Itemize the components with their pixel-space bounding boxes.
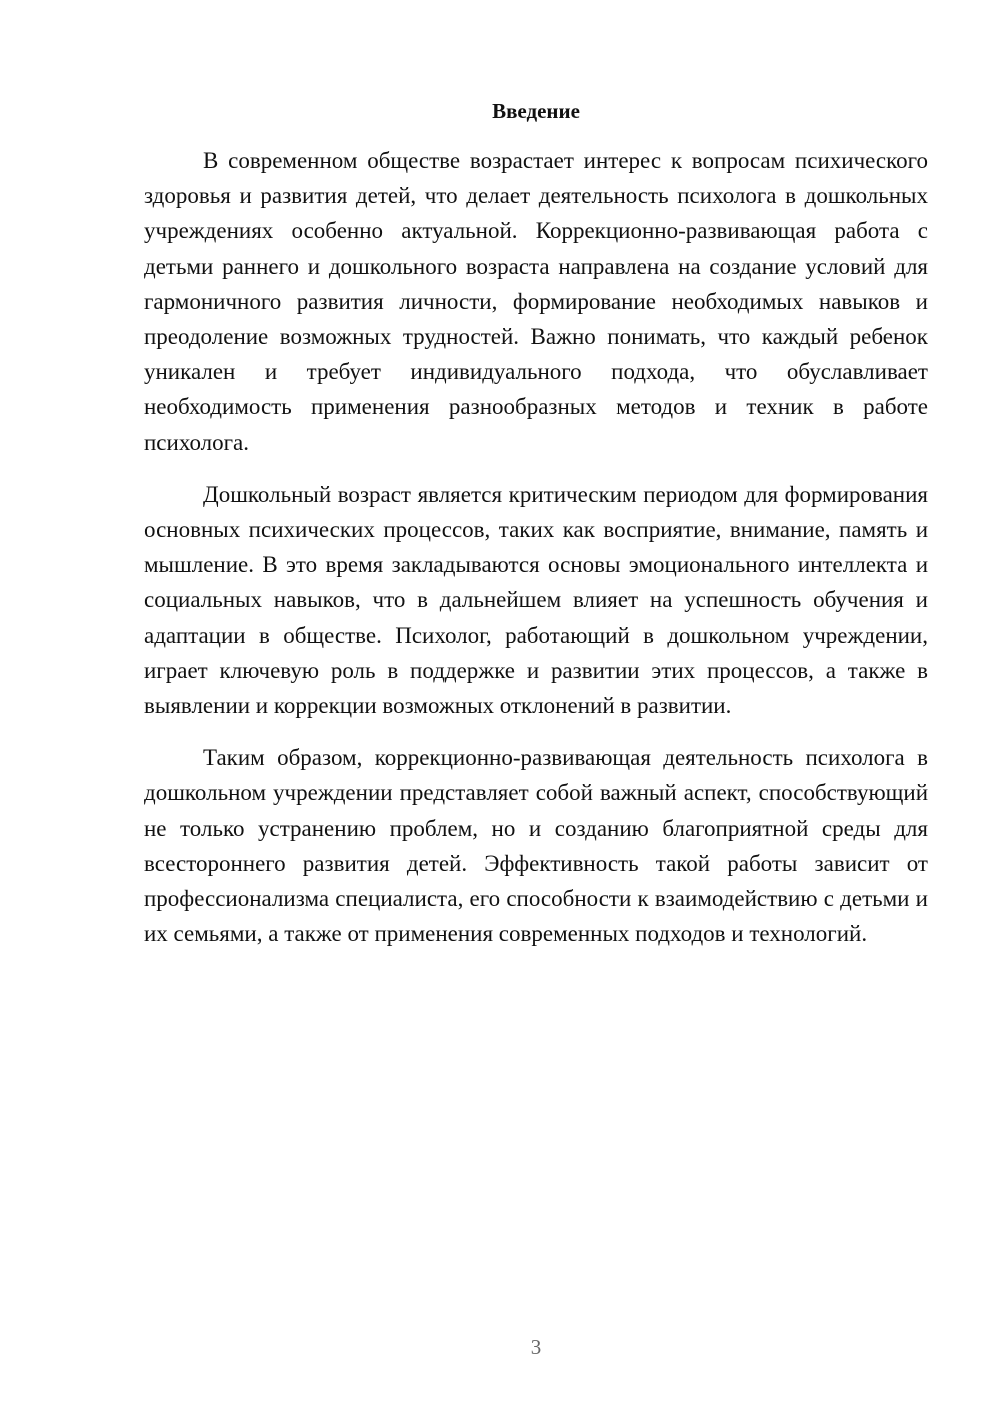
paragraph-3: Таким образом, коррекционно-развивающая деятельность психолога в дошкольном учреждении представляет собой важный аспект, способствующий не только устранению проблем, но и созданию благоприятной среды для всестороннего развития детей. Эффективность такой работы зависит от профессионализма специалиста, его способности к взаимодействию с детьми и их семьями, а также от применения современных подходов и технологий. [144,745,928,947]
document-body [144,143,928,951]
page-heading: Введение [492,99,580,123]
page-number: 3 [530,1335,542,1359]
paragraph-2: Дошкольный возраст является критическим периодом для формирования основных психических процессов, таких как восприятие, внимание, память и мышление. В это время закладываются основы эмоционального интеллекта и социальных навыков, что в дальнейшем влияет на успешность обучения и адаптации в обществе. Психолог, работающий в дошкольном учреждении, играет ключевую роль в поддержке и развитии этих процессов, а также в выявлении и коррекции возможных отклонений в развитии. [144,481,928,719]
paragraph-1: В современном обществе возрастает интерес к вопросам психического здоровья и развития детей, что делает деятельность психолога в дошкольных учреждениях особенно актуальной. Коррекционно-развивающая работа с детьми раннего и дошкольного возраста направлена на создание условий для гармоничного развития личности, формирование необходимых навыков и преодоление возможных трудностей. Важно понимать, что каждый ребенок уникален и требует индивидуального подхода, что обуславливает необходимость применения разнообразных методов и техник в работе психолога. [144,148,928,455]
